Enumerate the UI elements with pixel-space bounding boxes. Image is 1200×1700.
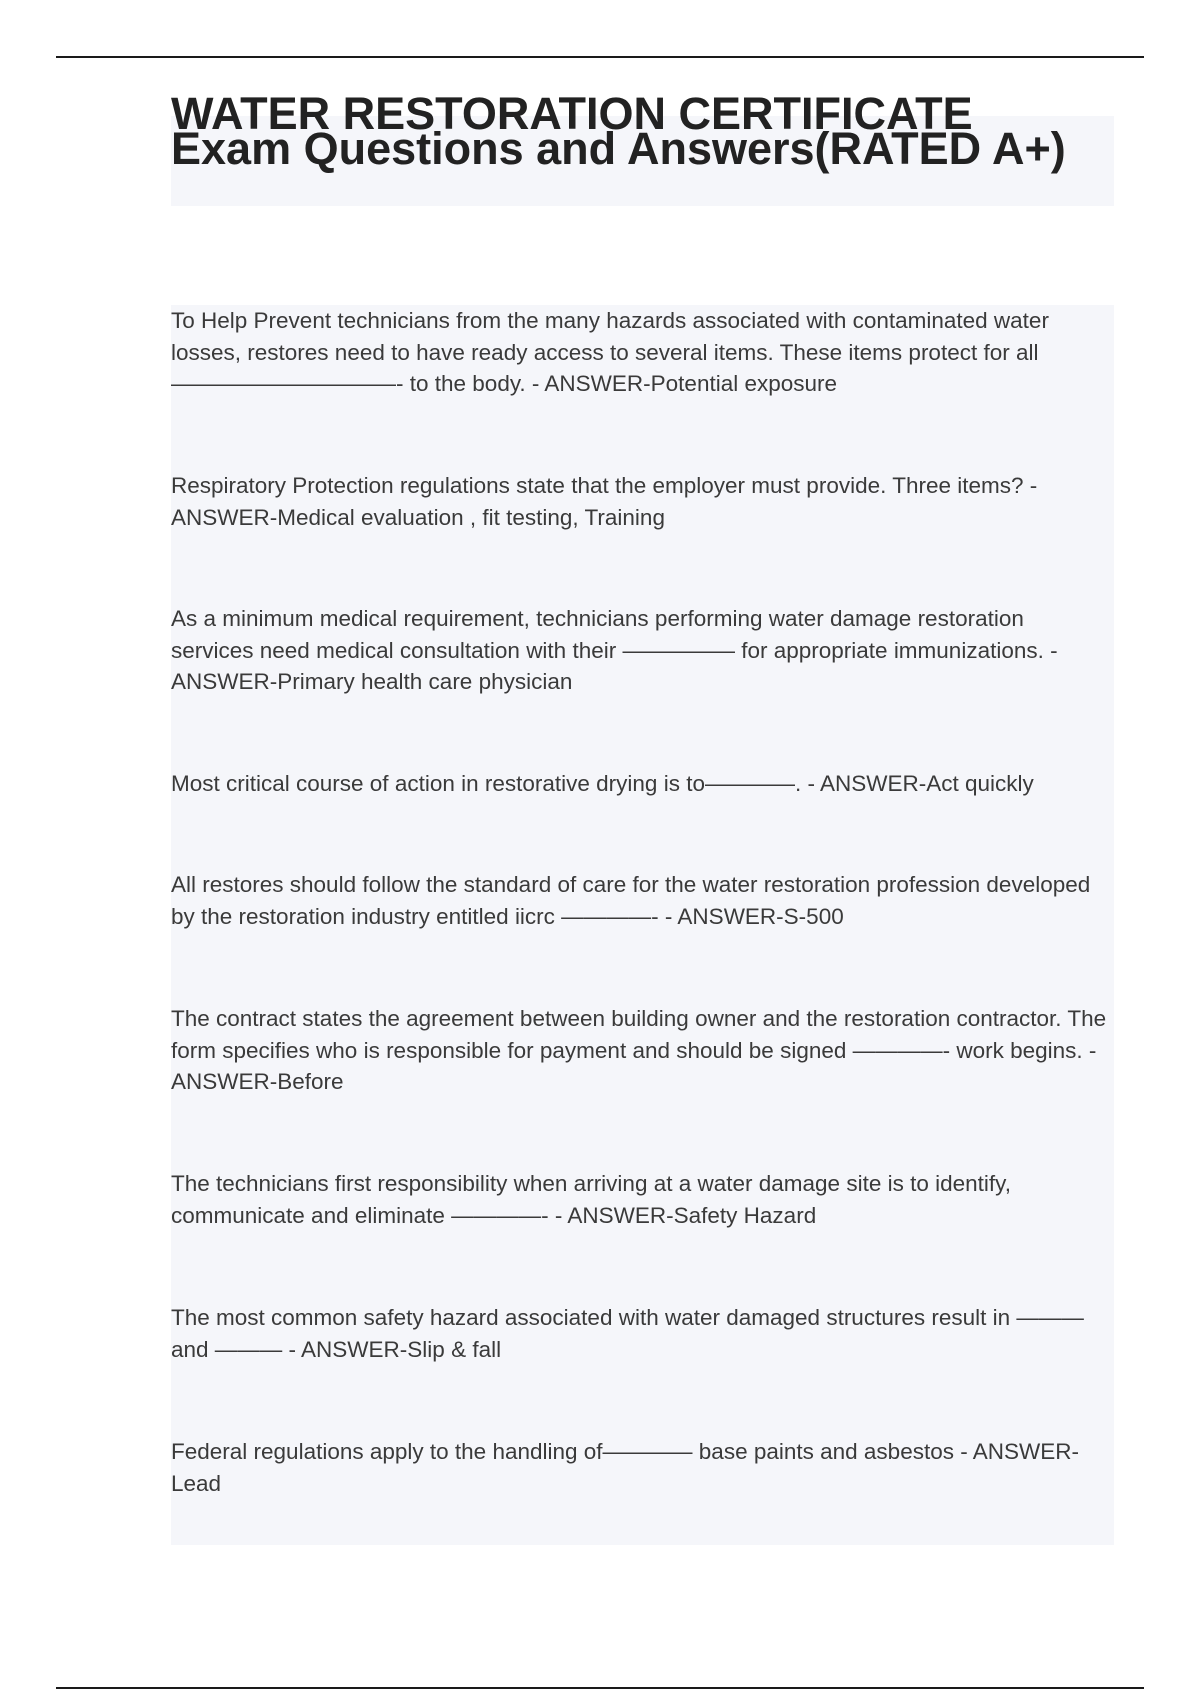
qa-item-9: Federal regulations apply to the handling of———— base paints and asbestos - ANSWER-Lead <box>171 1439 1079 1496</box>
qa-item-4: Most critical course of action in restorative drying is to————. - ANSWER-Act quickly <box>171 771 1034 796</box>
top-rule <box>56 56 1144 58</box>
qa-item-6: The contract states the agreement between building owner and the restoration contractor. The form specifies who is responsible for payment and should be signed ————- work begins. - ANSWER-Before <box>171 1006 1107 1094</box>
qa-item-1: To Help Prevent technicians from the many hazards associated with contaminated water losses, restores need to have ready access to several items. These items protect for all——————————- to the body. - ANSWER-Potential exposure <box>171 308 1049 396</box>
qa-item-7: The technicians first responsibility when arriving at a water damage site is to identify, communicate and eliminate ————- - ANSWER-Safety Hazard <box>171 1171 1011 1228</box>
qa-item-5: All restores should follow the standard of care for the water restoration profession developed by the restoration industry entitled iicrc ————- - ANSWER-S-500 <box>171 872 1091 929</box>
qa-item-2: Respiratory Protection regulations state that the employer must provide. Three items? - ANSWER-Medical evaluation , fit testing, Training <box>171 473 1038 530</box>
bottom-rule <box>56 1687 1144 1689</box>
document-title: WATER RESTORATION CERTIFICATE Exam Questions and Answers(RATED A+) <box>171 88 1066 175</box>
qa-item-3: As a minimum medical requirement, technicians performing water damage restoration services need medical consultation with their ————— for appropriate immunizations. - ANSWER-Primary health care physician <box>171 606 1058 694</box>
qa-item-8: The most common safety hazard associated with water damaged structures result in ——— and ——— - ANSWER-Slip & fall <box>171 1305 1084 1362</box>
